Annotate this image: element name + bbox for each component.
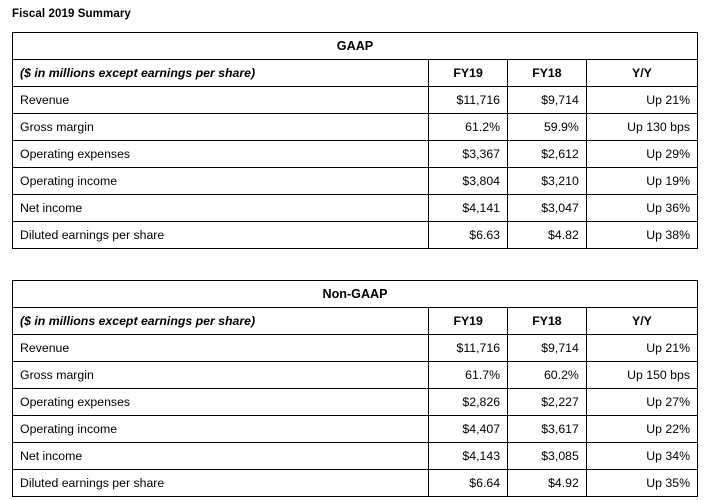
row-value-yy: Up 35% bbox=[586, 470, 697, 497]
row-value-yy: Up 27% bbox=[586, 389, 697, 416]
row-value-fy19: $4,141 bbox=[429, 195, 508, 222]
gaap-summary-table bbox=[12, 32, 698, 249]
table-row bbox=[13, 168, 698, 195]
row-value-yy: Up 38% bbox=[586, 222, 697, 249]
row-value-fy19: $3,367 bbox=[429, 141, 508, 168]
table-row bbox=[13, 87, 698, 114]
table-section-header-row bbox=[13, 33, 698, 60]
table-row bbox=[13, 195, 698, 222]
row-label: Diluted earnings per share bbox=[13, 222, 429, 249]
row-label: Net income bbox=[13, 195, 429, 222]
table-section-header-row bbox=[13, 281, 698, 308]
row-label: Revenue bbox=[13, 87, 429, 114]
row-value-yy: Up 21% bbox=[586, 335, 697, 362]
table-header-row bbox=[13, 60, 698, 87]
column-header-label: ($ in millions except earnings per share) bbox=[13, 308, 429, 335]
row-value-fy18: 59.9% bbox=[508, 114, 587, 141]
table-row bbox=[13, 335, 698, 362]
column-header-label: ($ in millions except earnings per share) bbox=[13, 60, 429, 87]
row-value-yy: Up 130 bps bbox=[586, 114, 697, 141]
table-row bbox=[13, 470, 698, 497]
row-value-yy: Up 21% bbox=[586, 87, 697, 114]
row-value-fy19: 61.2% bbox=[429, 114, 508, 141]
row-label: Operating expenses bbox=[13, 389, 429, 416]
table-row bbox=[13, 362, 698, 389]
row-value-fy19: $2,826 bbox=[429, 389, 508, 416]
row-value-fy18: $9,714 bbox=[508, 87, 587, 114]
row-label: Gross margin bbox=[13, 114, 429, 141]
row-value-fy18: $3,047 bbox=[508, 195, 587, 222]
table-row bbox=[13, 416, 698, 443]
row-value-yy: Up 150 bps bbox=[586, 362, 697, 389]
row-value-fy18: $4.82 bbox=[508, 222, 587, 249]
column-header-fy19: FY19 bbox=[429, 308, 508, 335]
row-value-fy18: $4.92 bbox=[508, 470, 587, 497]
row-value-fy18: $9,714 bbox=[508, 335, 587, 362]
gaap-table-wrapper bbox=[12, 32, 698, 249]
row-value-fy18: $2,227 bbox=[508, 389, 587, 416]
table-row bbox=[13, 222, 698, 249]
row-value-fy19: $11,716 bbox=[429, 335, 508, 362]
column-header-yy: Y/Y bbox=[586, 60, 697, 87]
row-value-fy19: $3,804 bbox=[429, 168, 508, 195]
table-row bbox=[13, 141, 698, 168]
column-header-yy: Y/Y bbox=[586, 308, 697, 335]
row-value-fy19: 61.7% bbox=[429, 362, 508, 389]
row-value-fy18: $3,210 bbox=[508, 168, 587, 195]
row-label: Net income bbox=[13, 443, 429, 470]
row-value-yy: Up 29% bbox=[586, 141, 697, 168]
row-value-yy: Up 19% bbox=[586, 168, 697, 195]
non-gaap-table-wrapper bbox=[12, 280, 698, 497]
row-label: Operating expenses bbox=[13, 141, 429, 168]
table-row bbox=[13, 114, 698, 141]
row-value-fy19: $4,143 bbox=[429, 443, 508, 470]
row-value-fy18: $3,617 bbox=[508, 416, 587, 443]
row-value-yy: Up 34% bbox=[586, 443, 697, 470]
column-header-fy19: FY19 bbox=[429, 60, 508, 87]
non-gaap-summary-table bbox=[12, 280, 698, 497]
row-label: Revenue bbox=[13, 335, 429, 362]
table-row bbox=[13, 443, 698, 470]
row-value-fy19: $6.64 bbox=[429, 470, 508, 497]
row-value-fy18: 60.2% bbox=[508, 362, 587, 389]
column-header-fy18: FY18 bbox=[508, 60, 587, 87]
row-label: Gross margin bbox=[13, 362, 429, 389]
column-header-fy18: FY18 bbox=[508, 308, 587, 335]
row-value-fy19: $4,407 bbox=[429, 416, 508, 443]
table-header-row bbox=[13, 308, 698, 335]
row-value-yy: Up 22% bbox=[586, 416, 697, 443]
row-label: Operating income bbox=[13, 168, 429, 195]
row-label: Operating income bbox=[13, 416, 429, 443]
section-title-gaap: GAAP bbox=[13, 33, 698, 60]
row-label: Diluted earnings per share bbox=[13, 470, 429, 497]
section-title-non-gaap: Non-GAAP bbox=[13, 281, 698, 308]
row-value-yy: Up 36% bbox=[586, 195, 697, 222]
page-title: Fiscal 2019 Summary bbox=[12, 8, 131, 20]
row-value-fy18: $3,085 bbox=[508, 443, 587, 470]
row-value-fy18: $2,612 bbox=[508, 141, 587, 168]
table-row bbox=[13, 389, 698, 416]
row-value-fy19: $11,716 bbox=[429, 87, 508, 114]
row-value-fy19: $6.63 bbox=[429, 222, 508, 249]
